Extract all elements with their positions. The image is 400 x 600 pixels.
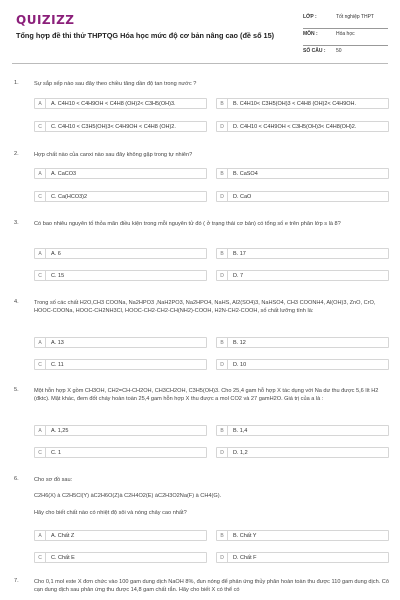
option-letter: C (35, 192, 46, 202)
option-text: C. 15 (51, 273, 65, 279)
subject-value: Hóa học (336, 31, 355, 37)
option-text: D. C4H10 < C4H9OH < C3H5(OH)3< C4H8(OH)2. (233, 124, 357, 130)
option-a[interactable] (34, 98, 207, 109)
question-number: 6. (14, 476, 19, 482)
option-letter: D (217, 271, 228, 281)
header-divider (12, 63, 388, 64)
option-text: B. C4H10< C3H5(OH)3 < C4H8 (OH)2< C4H9OH. (233, 101, 357, 107)
option-text: D. 10 (233, 362, 247, 368)
question-text: Có bao nhiêu nguyên tố thỏa mãn điều kiện trong mỗi nguyên tử đó ( ở trạng thái cơ bản) có tổng số e trên phân lớp s là 8? (34, 221, 341, 227)
option-letter: D (217, 122, 228, 132)
option-text: C. Chất E (51, 555, 75, 561)
option-letter: D (217, 192, 228, 202)
option-letter: C (35, 360, 46, 370)
option-c[interactable] (34, 191, 207, 202)
option-c[interactable] (34, 270, 207, 281)
option-b[interactable] (216, 248, 389, 259)
option-letter: A (35, 249, 46, 259)
question-number: 3. (14, 220, 19, 226)
question-text: Cho 0,1 mol este X đơn chức vào 100 gam dung dịch NaOH 8%, đun nóng để phản ứng thủy phân hoàn toàn thu được 110 gam dung dịch. Cô cạn dung dịch sau phản ứng thu được 14,8 gam chất rắn. Hãy cho biết X có thể có (34, 579, 389, 593)
option-text: A. 6 (51, 251, 61, 257)
option-c[interactable] (34, 447, 207, 458)
option-letter: A (35, 531, 46, 541)
class-row (303, 14, 388, 29)
question-text: Trong số các chất H2O,CH3 COONa, Na2HPO3 ,NaH2PO3, Na2HPO4, NaHS, Al2(SO4)3, NaHSO4, CH3 COONH4, Al(OH)3, ZnO, CrO, HOOC-COONa, HOOC-CH2NH3Cl, HOOC-CH2-CH2-CH(NH2)-COOH, H2N-CH2-COOH, số chất lưỡng tính là: (34, 300, 376, 314)
option-letter: D (217, 448, 228, 458)
option-text: A. 1,25 (51, 428, 69, 434)
option-a[interactable] (34, 337, 207, 348)
option-b[interactable] (216, 425, 389, 436)
question-text: Một hỗn hợp X gồm CH3OH, CH2=CH-CH2OH, CH3CH2OH, C3H5(OH)3. Cho 25,4 gam hỗ hợp X tác dụng với Na dư thu được 5,6 lít H2 (đktc). Mặt khác, đem đốt cháy hoàn toàn 25,4 gam hỗn hợp X thu được a mol CO2 và 27 gamH2O. Giá trị của a là : (34, 388, 379, 402)
worksheet-info (303, 14, 388, 63)
count-label: SỐ CÂU : (303, 48, 326, 54)
option-d[interactable] (216, 552, 389, 563)
option-c[interactable] (34, 552, 207, 563)
option-a[interactable] (34, 248, 207, 259)
option-d[interactable] (216, 121, 389, 132)
option-text: C. 11 (51, 362, 64, 368)
option-letter: D (217, 360, 228, 370)
option-letter: A (35, 169, 46, 179)
option-text: A. C4H10 < C4H9OH < C4H8 (OH)2< C3H5(OH)3. (51, 101, 176, 107)
question-text: Cho sơ đồ sau: (34, 477, 73, 483)
question-number: 2. (14, 151, 19, 157)
class-value: Tốt nghiệp THPT (336, 14, 374, 20)
option-letter: B (217, 338, 228, 348)
option-c[interactable] (34, 121, 207, 132)
option-text: B. CaSO4 (233, 171, 258, 177)
class-label: LỚP : (303, 14, 317, 20)
reaction-scheme: C2H6(X) à C2H5Cl(Y) àC2H6O(Z)à C2H4O2(E) àC2H3O2Na(F) à CH4(G). (34, 493, 222, 499)
option-text: A. Chất Z (51, 533, 75, 539)
option-letter: A (35, 99, 46, 109)
option-text: C. C4H10 < C3H5(OH)3< C4H9OH < C4H8 (OH)2. (51, 124, 176, 130)
option-d[interactable] (216, 359, 389, 370)
option-letter: B (217, 169, 228, 179)
option-text: B. 12 (233, 340, 246, 346)
option-letter: B (217, 426, 228, 436)
option-a[interactable] (34, 168, 207, 179)
option-letter: B (217, 531, 228, 541)
option-text: A. 13 (51, 340, 64, 346)
worksheet-header (0, 0, 400, 70)
quizizz-logo: QUIZIZZ (16, 13, 75, 27)
option-letter: C (35, 271, 46, 281)
count-value: 50 (336, 48, 342, 54)
option-text: A. CaCO3 (51, 171, 77, 177)
option-a[interactable] (34, 530, 207, 541)
question-number: 7. (14, 578, 19, 584)
subject-label: MÔN : (303, 31, 318, 37)
question-number: 5. (14, 387, 19, 393)
option-text: D. 1,2 (233, 450, 248, 456)
option-text: D. 7 (233, 273, 244, 279)
option-letter: C (35, 448, 46, 458)
option-d[interactable] (216, 191, 389, 202)
option-text: D. Chất F (233, 555, 257, 561)
option-d[interactable] (216, 270, 389, 281)
question-number: 4. (14, 299, 19, 305)
option-letter: B (217, 99, 228, 109)
option-text: D. CaO (233, 194, 252, 200)
option-letter: A (35, 426, 46, 436)
option-c[interactable] (34, 359, 207, 370)
question-text: Hợp chất nào của canxi nào sau đây không gặp trong tự nhiên? (34, 152, 193, 158)
option-letter: C (35, 122, 46, 132)
option-b[interactable] (216, 98, 389, 109)
option-text: B. Chất Y (233, 533, 257, 539)
option-letter: A (35, 338, 46, 348)
subject-row (303, 31, 388, 46)
option-b[interactable] (216, 337, 389, 348)
option-b[interactable] (216, 168, 389, 179)
option-text: C. 1 (51, 450, 62, 456)
question-prompt: Hãy cho biết chất nào có nhiệt độ sôi và nóng chảy cao nhất? (34, 510, 187, 516)
option-letter: B (217, 249, 228, 259)
option-a[interactable] (34, 425, 207, 436)
question-text: Sự sắp xếp nào sau đây theo chiều tăng dần độ tan trong nước ? (34, 81, 197, 87)
option-text: C. Ca(HCO3)2 (51, 194, 88, 200)
worksheet-title: Tổng hợp đề thi thử THPTQG Hóa học mức độ cơ bản nâng cao (đề số 15) (16, 31, 275, 40)
option-letter: C (35, 553, 46, 563)
option-text: B. 1,4 (233, 428, 248, 434)
count-row (303, 48, 388, 63)
option-letter: D (217, 553, 228, 563)
option-text: B. 17 (233, 251, 246, 257)
option-d[interactable] (216, 447, 389, 458)
option-b[interactable] (216, 530, 389, 541)
question-number: 1. (14, 80, 19, 86)
